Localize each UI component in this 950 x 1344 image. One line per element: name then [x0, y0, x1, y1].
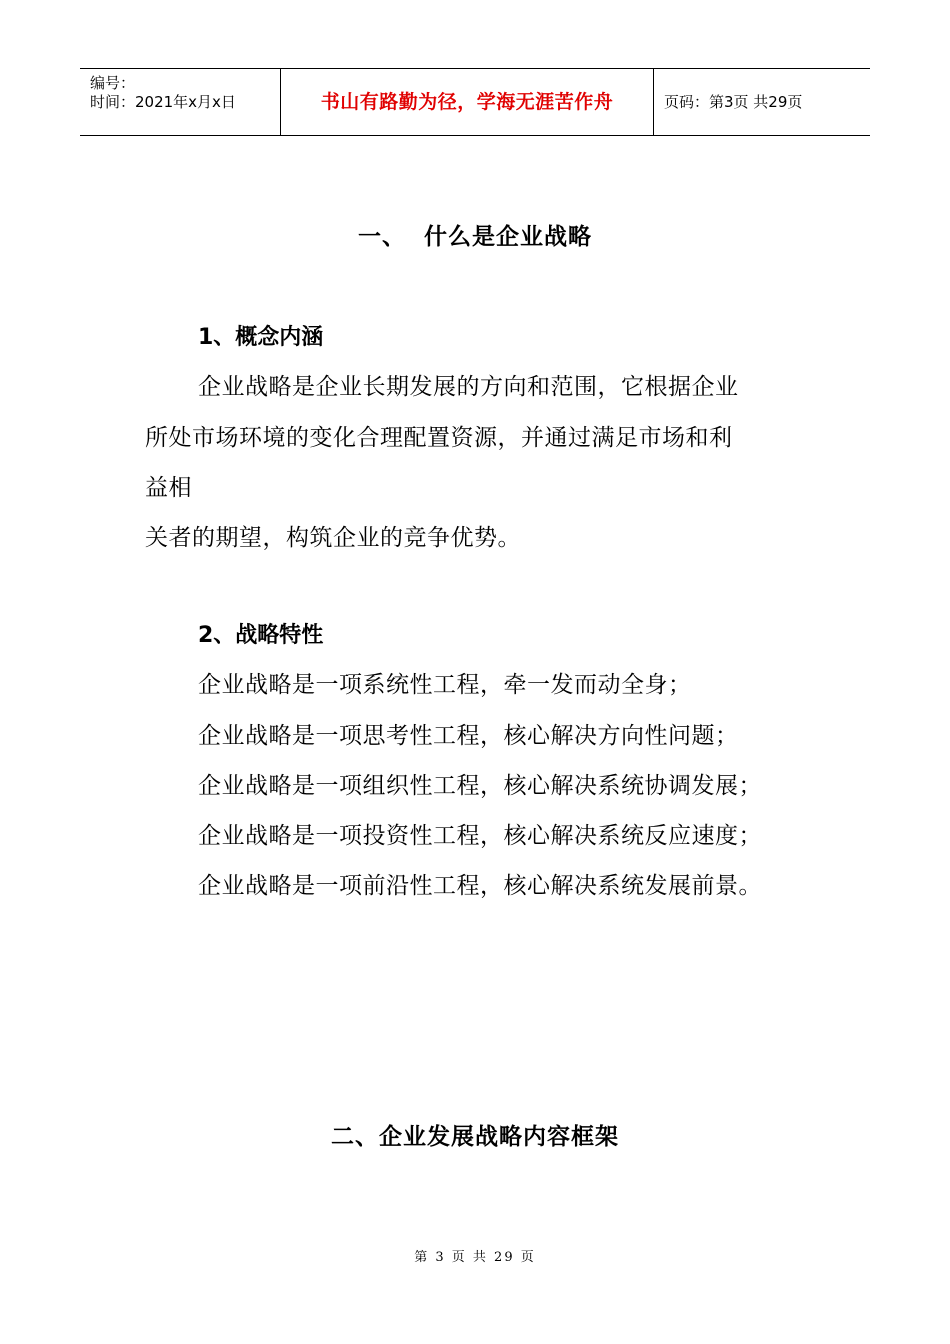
- features-heading: 2、战略特性: [198, 623, 324, 648]
- concept-line-4: 关者的期望，构筑企业的竞争优势。: [145, 525, 521, 551]
- section-number-1: 一、: [358, 224, 406, 250]
- concept-heading: 1、概念内涵: [198, 325, 324, 350]
- feature-line-2: 企业战略是一项思考性工程，核心解决方向性问题；: [198, 723, 739, 749]
- feature-line-5: 企业战略是一项前沿性工程，核心解决系统发展前景。: [198, 873, 762, 899]
- document-time-label: 时间：2021年x月x日: [90, 93, 236, 111]
- concept-line-3: 益相: [145, 475, 192, 501]
- concept-line-1: 企业战略是企业长期发展的方向和范围，它根据企业: [198, 374, 739, 400]
- page-footer: 第 3 页 共 29 页: [414, 1250, 536, 1265]
- feature-line-4: 企业战略是一项投资性工程，核心解决系统反应速度；: [198, 823, 762, 849]
- section-title-2: 二、企业发展战略内容框架: [331, 1124, 619, 1150]
- page-header: [80, 68, 870, 136]
- feature-line-3: 企业战略是一项组织性工程，核心解决系统协调发展；: [198, 773, 762, 799]
- document-number-label: 编号：: [90, 74, 136, 92]
- feature-line-1: 企业战略是一项系统性工程，牵一发而动全身；: [198, 672, 692, 698]
- section-title-1: [0, 218, 950, 251]
- concept-line-2: 所处市场环境的变化合理配置资源，并通过满足市场和利: [145, 425, 733, 451]
- header-motto: 书山有路勤为径，学海无涯苦作舟: [281, 69, 654, 135]
- header-meta-cell: [80, 69, 281, 135]
- header-page-info: 页码：第3页 共29页: [664, 93, 803, 111]
- section-title-text-1: 什么是企业战略: [424, 224, 592, 250]
